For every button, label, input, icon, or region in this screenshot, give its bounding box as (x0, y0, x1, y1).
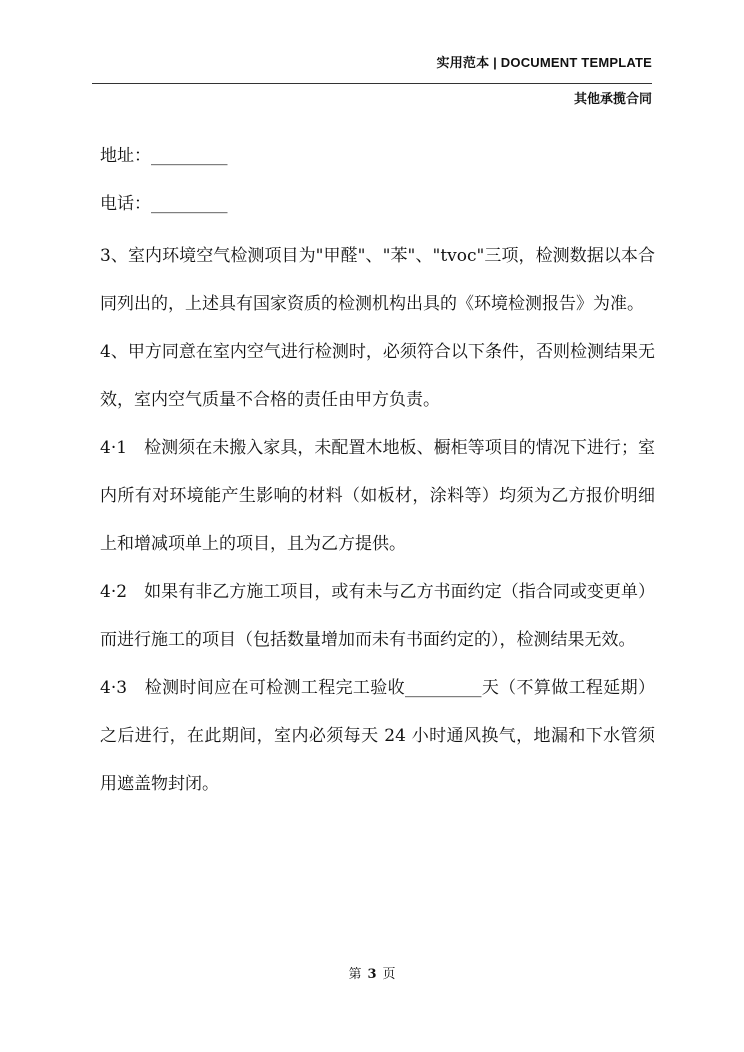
page-footer (0, 963, 744, 982)
header-divider (92, 83, 652, 84)
address-field: 地址：_________ (100, 146, 228, 166)
clause-4-3: 4·3 检测时间应在可检测工程完工验收_________天（不算做工程延期）之后进行，在此期间，室内必须每天 24 小时通风换气，地漏和下水管须用遮盖物封闭。 (100, 678, 655, 794)
document-header-title: 实用范本 | DOCUMENT TEMPLATE (436, 55, 652, 70)
clause-4: 4、甲方同意在室内空气进行检测时，必须符合以下条件，否则检测结果无效，室内空气质量不合格的责任由甲方负责。 (100, 342, 655, 410)
page-suffix: 页 (382, 967, 396, 982)
document-category: 其他承揽合同 (573, 91, 652, 106)
clause-4-1: 4·1 检测须在未搬入家具，未配置木地板、橱柜等项目的情况下进行；室内所有对环境能产生影响的材料（如板材，涂料等）均须为乙方报价明细上和增减项单上的项目，且为乙方提供。 (100, 438, 655, 554)
page-prefix: 第 (348, 967, 362, 982)
clause-4-2: 4·2 如果有非乙方施工项目，或有未与乙方书面约定（指合同或变更单）而进行施工的项目（包括数量增加而未有书面约定的），检测结果无效。 (100, 582, 655, 650)
document-body (100, 136, 655, 808)
page-number: 3 (367, 967, 377, 982)
clause-3: 3、室内环境空气检测项目为"甲醛"、"苯"、"tvoc"三项，检测数据以本合同列出的，上述具有国家资质的检测机构出具的《环境检测报告》为准。 (100, 246, 655, 314)
phone-field: 电话：_________ (100, 194, 228, 214)
